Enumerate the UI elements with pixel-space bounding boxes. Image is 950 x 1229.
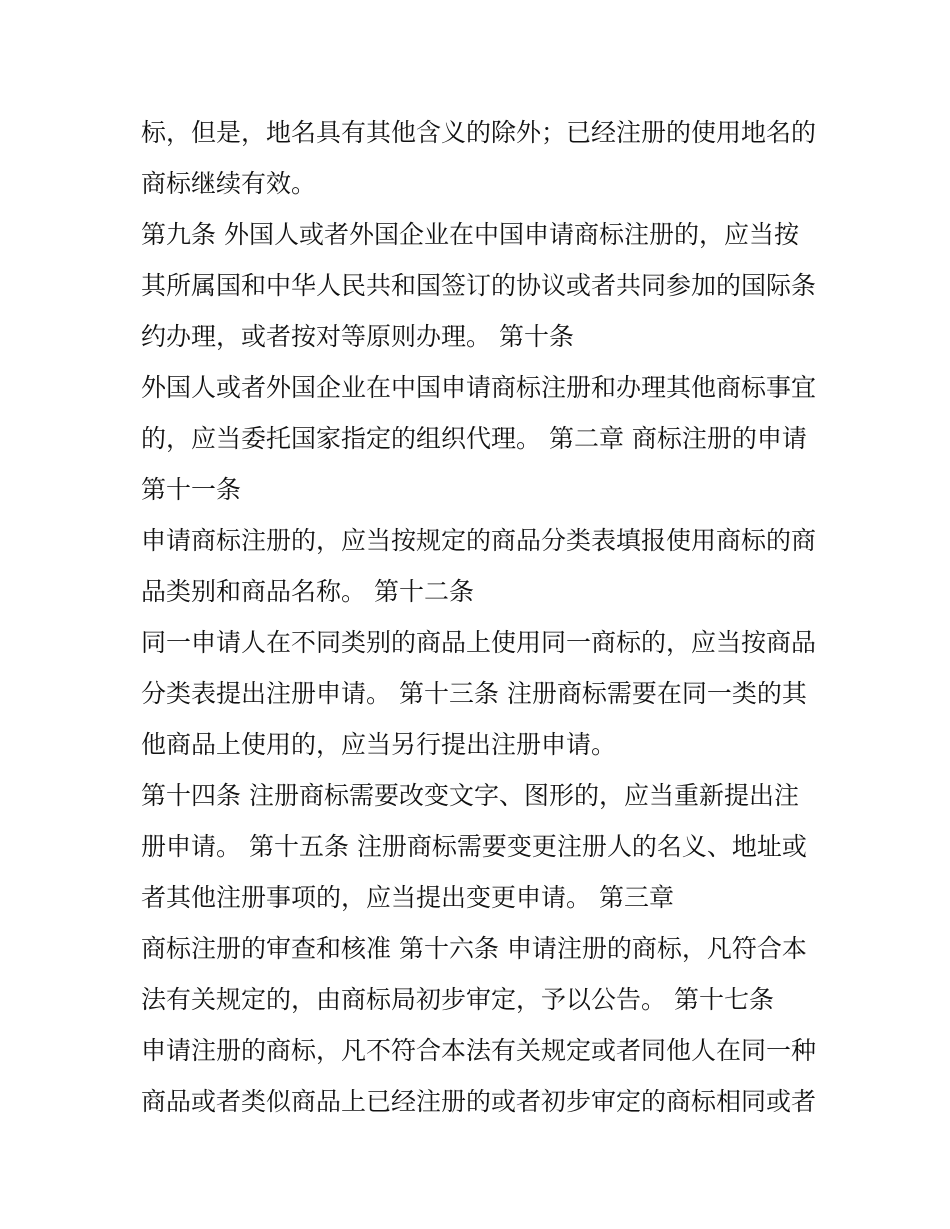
text-line: 册申请。 第十五条 注册商标需要变更注册人的名义、地址或: [141, 832, 807, 861]
text-line: 同一申请人在不同类别的商品上使用同一商标的，应当按商品: [141, 628, 817, 657]
text-line: 申请注册的商标，凡不符合本法有关规定或者同他人在同一种: [141, 1036, 817, 1065]
text-line: 品类别和商品名称。 第十二条: [141, 577, 474, 606]
text-line: 第十四条 注册商标需要改变文字、图形的，应当重新提出注: [141, 781, 799, 810]
text-line: 他商品上使用的，应当另行提出注册申请。: [141, 730, 617, 759]
text-line: 第十一条: [141, 475, 242, 504]
text-line: 其所属国和中华人民共和国签订的协议或者共同参加的国际条: [141, 271, 817, 300]
text-line: 商标继续有效。: [141, 169, 317, 198]
text-line: 商标注册的审查和核准 第十六条 申请注册的商标，凡符合本: [141, 934, 807, 963]
text-line: 第九条 外国人或者外国企业在中国申请商标注册的，应当按: [141, 220, 799, 249]
text-line: 商品或者类似商品上已经注册的或者初步审定的商标相同或者: [141, 1087, 817, 1116]
text-line: 申请商标注册的，应当按规定的商品分类表填报使用商标的商: [141, 526, 817, 555]
document-body: [141, 107, 821, 1127]
text-line: 法有关规定的，由商标局初步审定，予以公告。 第十七条: [141, 985, 774, 1014]
text-line: 外国人或者外国企业在中国申请商标注册和办理其他商标事宜: [141, 373, 817, 402]
text-line: 的，应当委托国家指定的组织代理。 第二章 商标注册的申请: [141, 424, 807, 453]
text-line: 者其他注册事项的，应当提出变更申请。 第三章: [141, 883, 674, 912]
text-line: 约办理，或者按对等原则办理。 第十条: [141, 322, 574, 351]
text-line: 分类表提出注册申请。 第十三条 注册商标需要在同一类的其: [141, 679, 807, 708]
text-line: 标，但是，地名具有其他含义的除外；已经注册的使用地名的: [141, 118, 817, 147]
